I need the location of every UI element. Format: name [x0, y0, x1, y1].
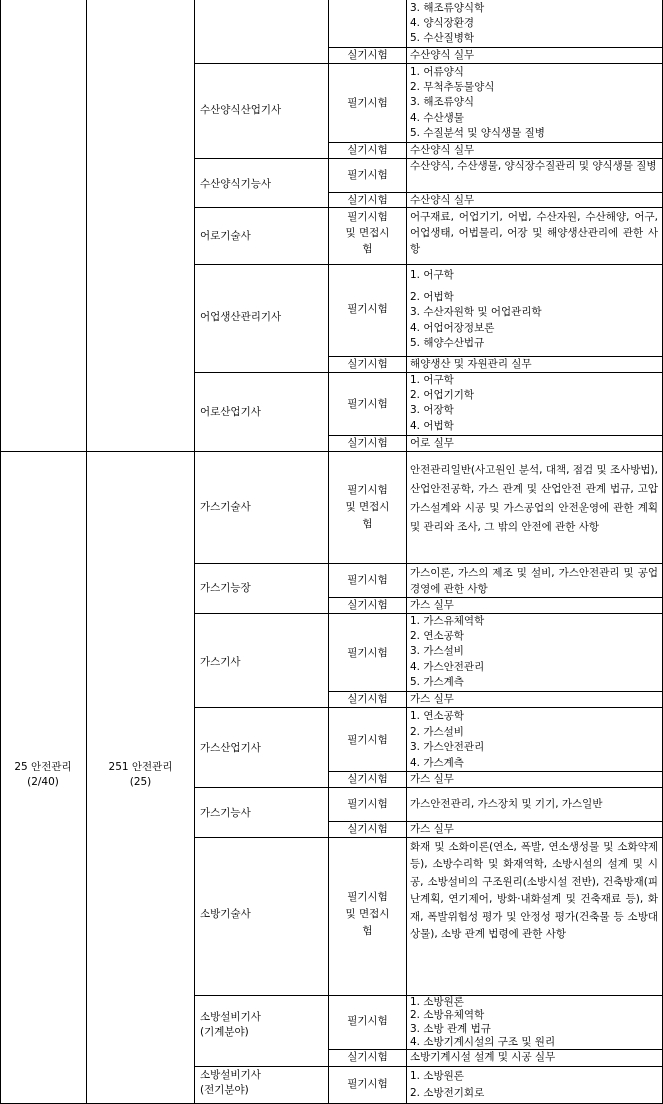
method-line: 필기시험: [347, 211, 388, 223]
subject-item: 4. 어업어장정보론: [410, 321, 495, 334]
method-cell: 실기시험: [347, 773, 388, 785]
qualification-name: 가스기술사: [200, 501, 251, 513]
category-name: 25 안전관리: [14, 761, 72, 773]
subcategory-count: (25): [129, 776, 152, 789]
method-cell: 실기시험: [347, 437, 388, 449]
method-cell: [329, 482, 406, 533]
col-line: [194, 0, 195, 1104]
qualification-name: [200, 1068, 261, 1098]
method-cell: 실기시험: [347, 599, 388, 611]
subject-item: 1. 소방원론: [410, 1070, 464, 1082]
subjects-cell: 가스 실무: [410, 773, 454, 785]
method-line: 험: [362, 518, 373, 530]
subjects-cell: 가스 실무: [410, 823, 454, 835]
subject-item: 5. 수질분석 및 양식생물 질병: [410, 126, 545, 139]
subjects-cell: 가스안전관리, 가스장치 및 기기, 가스일반: [410, 798, 603, 810]
subject-item: 3. 가스설비: [410, 645, 464, 658]
subject-item: 2. 소방전기회로: [410, 1087, 485, 1099]
method-cell: 필기시험: [347, 169, 388, 181]
method-cell: [329, 209, 406, 257]
subject-item: 2. 소방유체역학: [410, 1009, 485, 1022]
method-cell: 필기시험: [347, 398, 388, 410]
subjects-cell: 수산양식 실무: [410, 194, 475, 206]
subject-item: 2. 연소공학: [410, 630, 464, 643]
qualification-name: 가스기사: [200, 656, 241, 668]
row-line: [194, 264, 663, 265]
method-line: 필기시험: [347, 484, 388, 496]
method-cell: 실기시험: [347, 144, 388, 156]
subject-item: 4. 어법학: [410, 419, 454, 432]
qualification-name: 수산양식기능사: [200, 178, 272, 190]
category-label: [0, 760, 86, 790]
subject-item: 1. 어구학: [410, 374, 454, 386]
name-line: 소방설비기사: [200, 1069, 261, 1081]
method-cell: 필기시험: [347, 1015, 388, 1027]
col-line: [86, 0, 87, 1104]
subjects-cell: 수산양식 실무: [410, 144, 475, 156]
subject-item: 2. 어업기기학: [410, 389, 475, 402]
subjects-cell: [410, 268, 658, 351]
col-line: [406, 0, 407, 1104]
subjects-cell: [410, 996, 658, 1050]
name-line: (전기분야): [200, 1084, 249, 1097]
method-cell: 실기시험: [347, 823, 388, 835]
name-line: 소방설비기사: [200, 1011, 261, 1023]
subjects-cell: [410, 65, 658, 141]
subject-item: 5. 가스계측: [410, 675, 464, 688]
method-cell: 필기시험: [347, 647, 388, 659]
subjects-cell: 안전관리일반(사고원인 분석, 대책, 점검 및 조사방법), 산업안전공학, 가스 관계 및 산업안전 관계 법규, 고압가스설계와 시공 및 가스공업의 안전운영에 관한 계획 및 관리와 조사, 그 밖의 안전에 관한 사항: [410, 464, 658, 533]
qualification-name: [200, 1010, 261, 1040]
subjects-cell: 가스이론, 가스의 제조 및 설비, 가스안전관리 및 공업경영에 관한 사항: [410, 567, 658, 595]
subjects-cell: [410, 373, 658, 434]
subject-item: 4. 양식장환경: [410, 17, 475, 30]
subject-item: 4. 소방기계시설의 구조 및 원리: [410, 1036, 556, 1049]
method-cell: 필기시험: [347, 798, 388, 810]
subject-item: 1. 소방원론: [410, 996, 464, 1008]
method-cell: 필기시험: [347, 734, 388, 746]
subject-item: 3. 해조류양식학: [410, 2, 485, 14]
method-line: 및 면접시: [345, 908, 390, 920]
method-cell: 실기시험: [347, 49, 388, 61]
subject-item: 5. 수산질병학: [410, 32, 475, 45]
qualification-name: 가스기능사: [200, 807, 251, 819]
subject-item: 4. 가스안전관리: [410, 660, 485, 673]
name-line: (기계분야): [200, 1026, 249, 1039]
subjects-cell: 어로 실무: [410, 437, 454, 449]
subjects-cell: 해양생산 및 자원관리 실무: [410, 358, 532, 370]
subject-item: 1. 가스유체역학: [410, 615, 485, 627]
subjects-cell: [410, 614, 658, 690]
subject-item: 1. 어류양식: [410, 66, 464, 78]
subjects-cell: 어구재료, 어업기기, 어법, 수산자원, 수산해양, 어구, 어업생태, 어법물리, 어장 및 해양생산관리에 관한 사항: [410, 211, 658, 255]
method-cell: [329, 889, 406, 940]
method-line: 및 면접시: [345, 501, 390, 513]
method-line: 험: [362, 925, 373, 937]
subjects-cell: 화재 및 소화이론(연소, 폭발, 연소생성물 및 소화약제 등), 소방수리학 및 화재역학, 소방시설의 설계 및 시공, 소방설비의 구조원리(소방시설 전반), 건축방재(피난계획, 연기제어, 방화·내화설계 및 건축재료 등), 화재, 폭발위험성 평가 및 안정성 평가(건축물 등 소방대상물), 소방 관계 법령에 관한 사항: [410, 841, 658, 941]
method-cell: 필기시험: [347, 97, 388, 109]
subjects-cell: 수산양식, 수산생물, 양식장수질관리 및 양식생물 질병: [410, 160, 657, 172]
subcategory-label: [87, 760, 194, 790]
qualification-name: 어로기술사: [200, 230, 251, 242]
qualification-name: 어로산업기사: [200, 406, 261, 418]
subjects-cell: 소방기계시설 설계 및 시공 실무: [410, 1051, 556, 1063]
col-line: [0, 0, 1, 1104]
subject-item: 2. 무척추동물양식: [410, 81, 495, 94]
subjects-cell: 수산양식 실무: [410, 49, 475, 61]
subject-item: 3. 어장학: [410, 404, 454, 417]
subject-item: 2. 가스설비: [410, 725, 464, 738]
subcategory-name: 251 안전관리: [108, 761, 173, 773]
subjects-cell: 가스 실무: [410, 599, 454, 611]
subjects-cell: [410, 1, 658, 47]
method-cell: 실기시험: [347, 693, 388, 705]
subject-item: 1. 연소공학: [410, 710, 464, 722]
qualification-name: 가스산업기사: [200, 742, 261, 754]
method-cell: 필기시험: [347, 1078, 388, 1090]
subject-item: 4. 가스계측: [410, 756, 464, 769]
subjects-cell: 가스 실무: [410, 693, 454, 705]
subject-item: 3. 가스안전관리: [410, 741, 485, 753]
subject-item: 2. 어법학: [410, 291, 454, 304]
subjects-cell: [410, 1068, 658, 1102]
row-line: [194, 1066, 663, 1067]
subjects-cell: [410, 709, 658, 771]
qualification-name: 어업생산관리기사: [200, 311, 282, 323]
method-cell: 실기시험: [347, 194, 388, 206]
qualification-name: 가스기능장: [200, 582, 251, 594]
method-cell: 필기시험: [347, 303, 388, 315]
method-cell: 실기시험: [347, 358, 388, 370]
subject-item: 3. 수산자원학 및 어업관리학: [410, 306, 542, 319]
qualification-name: 수산양식산업기사: [200, 104, 282, 116]
subject-item: 1. 어구학: [410, 269, 454, 281]
qualification-name: 소방기술사: [200, 908, 251, 920]
method-line: 험: [362, 243, 373, 255]
method-line: 및 면접시: [345, 227, 390, 239]
subject-item: 5. 해양수산법규: [410, 336, 485, 349]
category-count: (2/40): [27, 776, 59, 789]
subject-item: 3. 소방 관계 법규: [410, 1022, 491, 1035]
method-cell: 실기시험: [347, 1051, 388, 1063]
method-line: 필기시험: [347, 891, 388, 903]
method-cell: 필기시험: [347, 574, 388, 586]
subject-item: 4. 수산생물: [410, 111, 464, 124]
subject-item: 3. 해조류양식: [410, 96, 475, 109]
row-line: [194, 563, 663, 564]
